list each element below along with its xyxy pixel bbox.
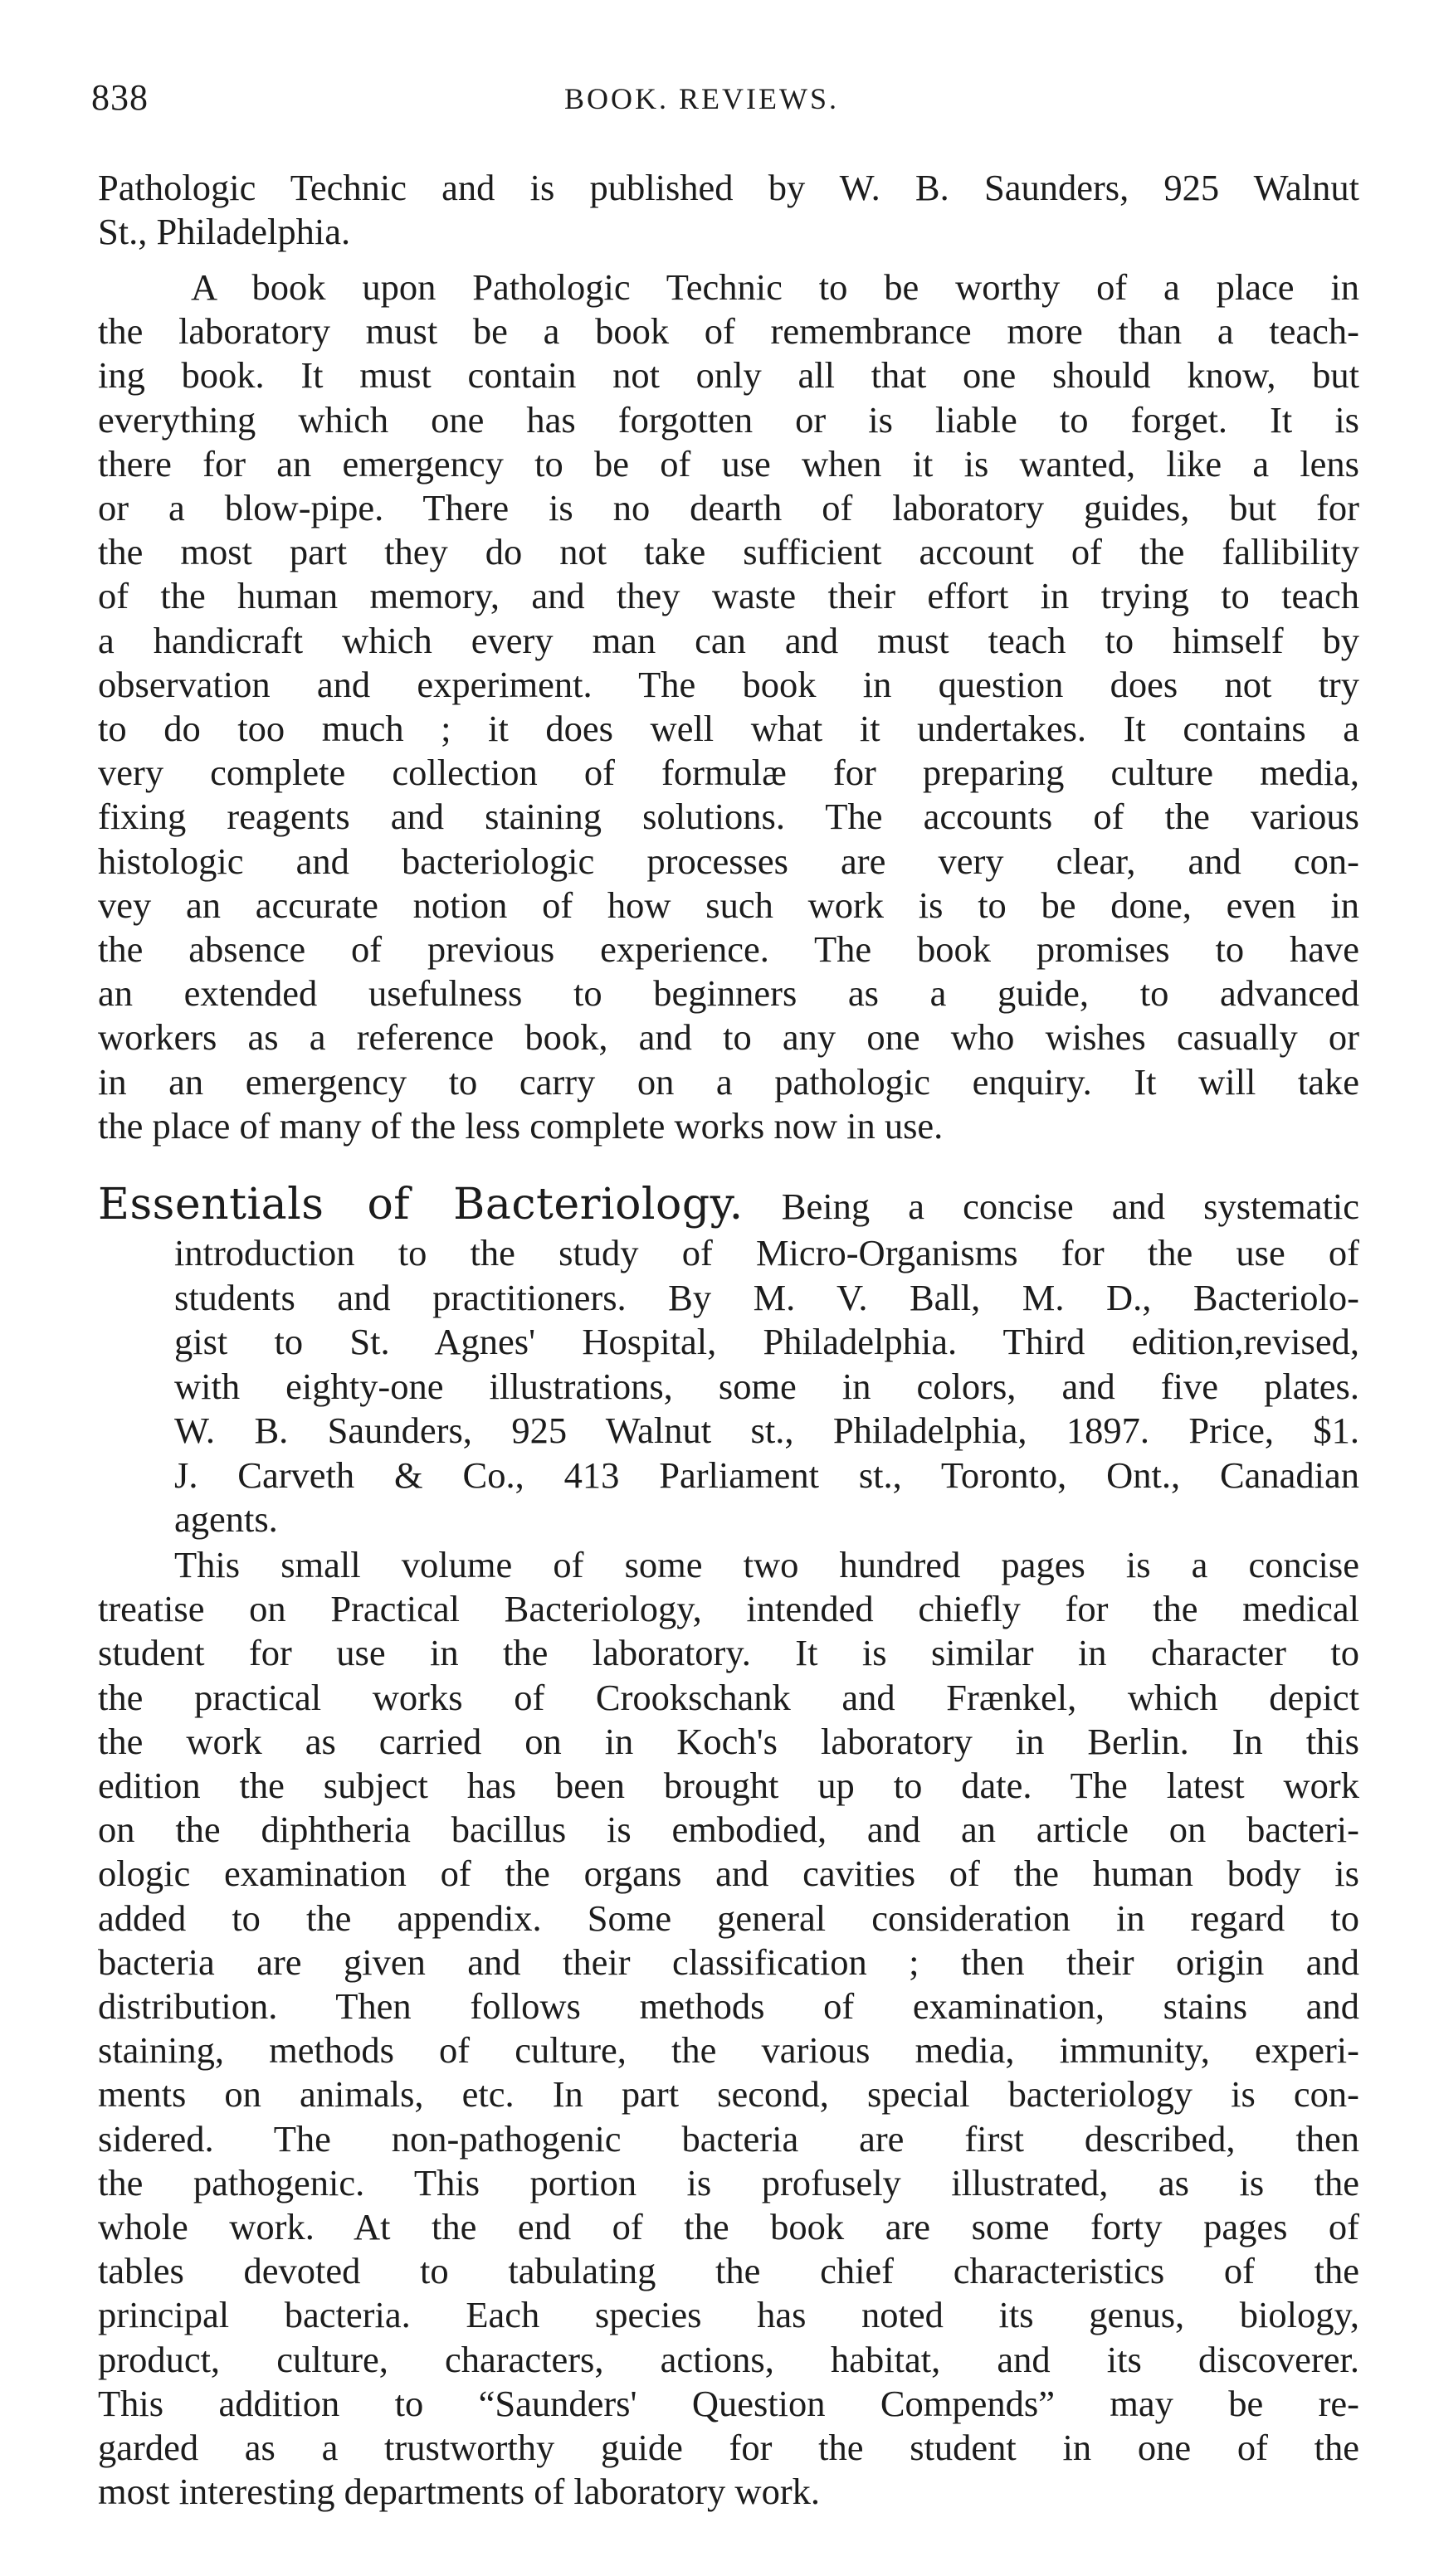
text-line: garded as a trustworthy guide for the student in one of the [98,2427,1359,2469]
text-line: the most part they do not take sufficient account of the fallibility [98,531,1359,573]
text-line: treatise on Practical Bacteriology, intended chiefly for the medical [98,1588,1359,1630]
text-line: or a blow-pipe. There is no dearth of laboratory guides, but for [98,487,1359,529]
book-entry [98,1180,1359,1542]
text-line: edition the subject has been brought up to date. The latest work [98,1765,1359,1807]
review-paragraph-bacteriology [98,1543,1359,2514]
text-line: the work as carried on in Koch's laboratory in Berlin. In this [98,1720,1359,1762]
text-line: in an emergency to carry on a pathologic enquiry. It will take [98,1060,1359,1103]
book-entry-line: students and practitioners. By M. V. Ball, M. D., Bacteriolo- [174,1276,1359,1318]
running-head: BOOK. REVIEWS. [564,82,839,115]
text-line: a handicraft which every man can and must teach to himself by [98,619,1359,661]
book-entry-line: introduction to the study of Micro-Organisms for the use of [174,1232,1359,1273]
text-line: on the diphtheria bacillus is embodied, and an article on bacteri- [98,1809,1359,1851]
book-entry-line: J. Carveth & Co., 413 Parliament st., Toronto, Ont., Canadian [174,1454,1359,1496]
text-line: workers as a reference book, and to any one who wishes casually or [98,1016,1359,1059]
text-line: everything which one has forgotten or is liable to forget. It is [98,398,1359,441]
intro-paragraph [98,166,1359,254]
text-line: ing book. It must contain not only all that one should know, but [98,354,1359,397]
text-line: added to the appendix. Some general consideration in regard to [98,1897,1359,1939]
text-line: sidered. The non-pathogenic bacteria are first described, then [98,2117,1359,2160]
text-line: Pathologic Technic and is published by W. B. Saunders, 925 Walnut [98,167,1359,208]
book-entry-line: gist to St. Agnes' Hospital, Philadelphia. Third edition,revised, [174,1321,1359,1362]
book-subtitle-start: Being a concise and systematic [781,1186,1359,1227]
text-line: an extended usefulness to beginners as a guide, to advanced [98,972,1359,1015]
text-line: distribution. Then follows methods of examination, stains and [98,1985,1359,2028]
text-line: very complete collection of formulæ for preparing culture media, [98,752,1359,794]
text-line: the absence of previous experience. The book promises to have [98,928,1359,971]
book-entry-line: with eighty-one illustrations, some in colors, and five plates. [174,1365,1359,1407]
text-line: histologic and bacteriologic processes are very clear, and con- [98,840,1359,882]
book-title: Essentials of Bacteriology. [98,1180,744,1230]
text-line: This addition to “Saunders' Question Compends” may be re- [98,2382,1359,2424]
text-line: the laboratory must be a book of remembrance more than a teach- [98,310,1359,353]
text-line: the practical works of Crookschank and Frænkel, which depict [98,1676,1359,1718]
book-entry-first-line [98,1180,1359,1231]
text-line: whole work. At the end of the book are some forty pages of [98,2206,1359,2248]
text-line: product, culture, characters, actions, habitat, and its discoverer. [98,2338,1359,2380]
text-line: fixing reagents and staining solutions. The accounts of the various [98,796,1359,838]
text-line: observation and experiment. The book in question does not try [98,663,1359,705]
book-entry-line: agents. [174,1498,278,1540]
text-line: ologic examination of the organs and cavities of the human body is [98,1853,1359,1895]
text-line: A book upon Pathologic Technic to be worthy of a place in [191,266,1359,308]
text-line: there for an emergency to be of use when it is wanted, like a lens [98,442,1359,485]
text-line: student for use in the laboratory. It is similar in character to [98,1632,1359,1674]
text-line: principal bacteria. Each species has noted its genus, biology, [98,2294,1359,2336]
text-line: staining, methods of culture, the various media, immunity, experi- [98,2029,1359,2072]
text-line: to do too much ; it does well what it undertakes. It contains a [98,708,1359,750]
review-paragraph-pathologic-technic [98,265,1359,1148]
text-line: St., Philadelphia. [98,211,351,253]
text-line: ments on animals, etc. In part second, special bacteriology is con- [98,2073,1359,2116]
text-line: tables devoted to tabulating the chief characteristics of the [98,2250,1359,2292]
book-entry-line: W. B. Saunders, 925 Walnut st., Philadelphia, 1897. Price, $1. [174,1410,1359,1451]
text-line: of the human memory, and they waste their effort in trying to teach [98,575,1359,617]
text-line: most interesting departments of laboratory work. [98,2471,821,2513]
text-line: This small volume of some two hundred pages is a concise [174,1544,1359,1585]
text-line: bacteria are given and their classification ; then their origin and [98,1941,1359,1983]
text-line: vey an accurate notion of how such work is to be done, even in [98,884,1359,926]
text-line: the pathogenic. This portion is profusely illustrated, as is the [98,2161,1359,2203]
text-line: the place of many of the less complete works now in use. [98,1104,944,1147]
page-number: 838 [91,77,149,118]
page-header [91,76,1369,126]
